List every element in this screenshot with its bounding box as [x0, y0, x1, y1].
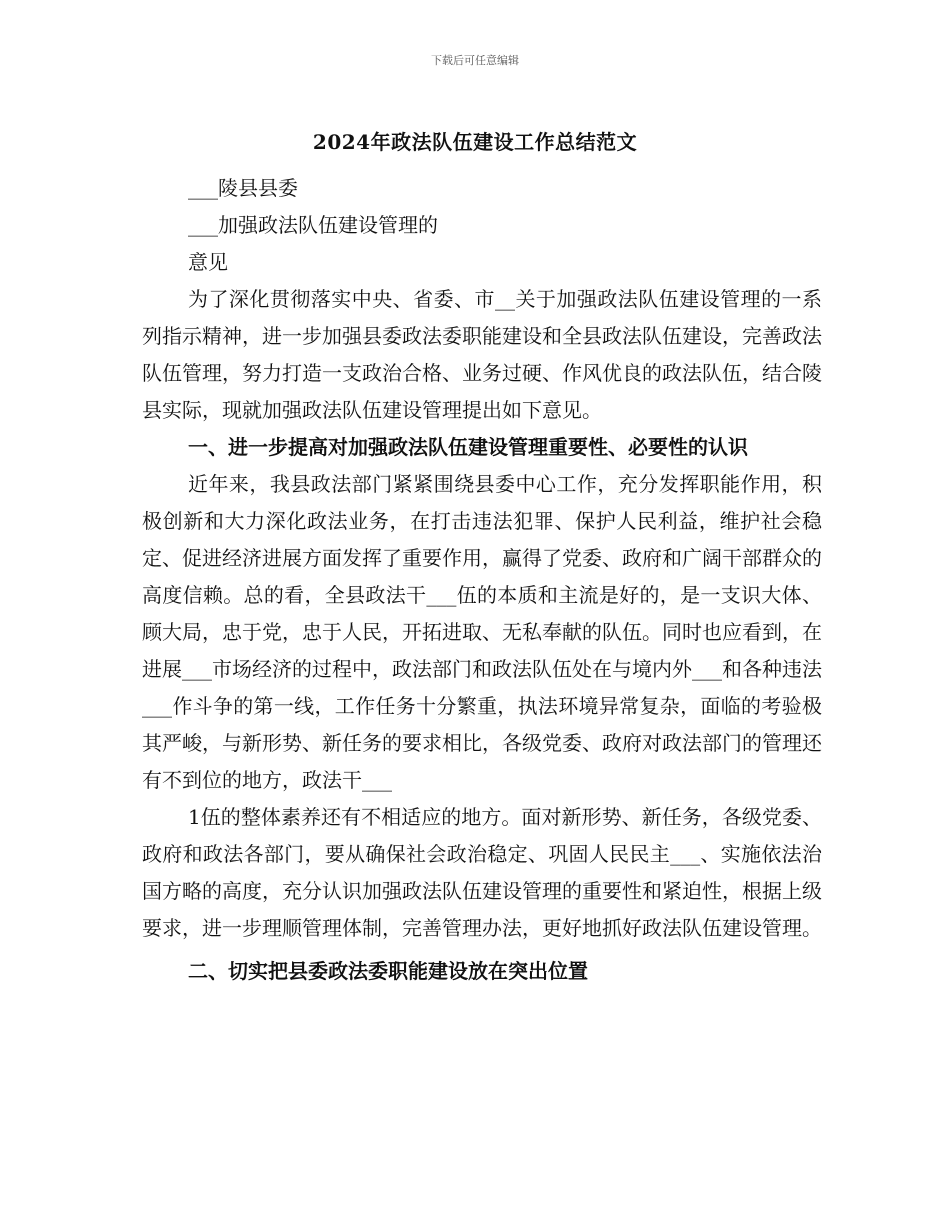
document-body [142, 170, 822, 990]
section1-heading: 一、进一步提高对加强政法队伍建设管理重要性、必要性的认识 [188, 435, 748, 459]
subject-line: ___加强政法队伍建设管理的 [188, 213, 438, 237]
opinion-line: 意见 [188, 250, 228, 274]
section1-paragraph-2: 1伍的整体素养还有不相适应的地方。面对新形势、新任务，各级党委、政府和政法各部门，要从确保社会政治稳定、巩固人民民主___、实施依法治国方略的高度，充分认识加强政法队伍建设管理的重要性和紧迫性，根据上级要求，进一步理顺管理体制，完善管理办法，更好地抓好政法队伍建设管理。 [142, 805, 822, 940]
intro-paragraph: 为了深化贯彻落实中央、省委、市__关于加强政法队伍建设管理的一系列指示精神，进一步加强县委政法委职能建设和全县政法队伍建设，完善政法队伍管理，努力打造一支政治合格、业务过硬、作风优良的政法队伍，结合陵县实际，现就加强政法队伍建设管理提出如下意见。 [142, 287, 822, 422]
section1-paragraph-1: 近年来，我县政法部门紧紧围绕县委中心工作，充分发挥职能作用，积极创新和大力深化政法业务，在打击违法犯罪、保护人民利益，维护社会稳定、促进经济进展方面发挥了重要作用，赢得了党委、政府和广阔干部群众的高度信赖。总的看，全县政法干___伍的本质和主流是好的，是一支识大体、顾大局，忠于党，忠于人民，开拓进取、无私奉献的队伍。同时也应看到，在进展___市场经济的过程中，政法部门和政法队伍处在与境内外___和各种违法___作斗争的第一线，工作任务十分繁重，执法环境异常复杂，面临的考验极其严峻，与新形势、新任务的要求相比，各级党委、政府对政法部门的管理还有不到位的地方，政法干___ [142, 472, 822, 792]
header-note: 下载后可任意编辑 [431, 54, 519, 67]
section2-heading: 二、切实把县委政法委职能建设放在突出位置 [188, 959, 588, 983]
document-title: 2024年政法队伍建设工作总结范文 [312, 130, 638, 154]
org-line: ___陵县县委 [188, 176, 298, 200]
